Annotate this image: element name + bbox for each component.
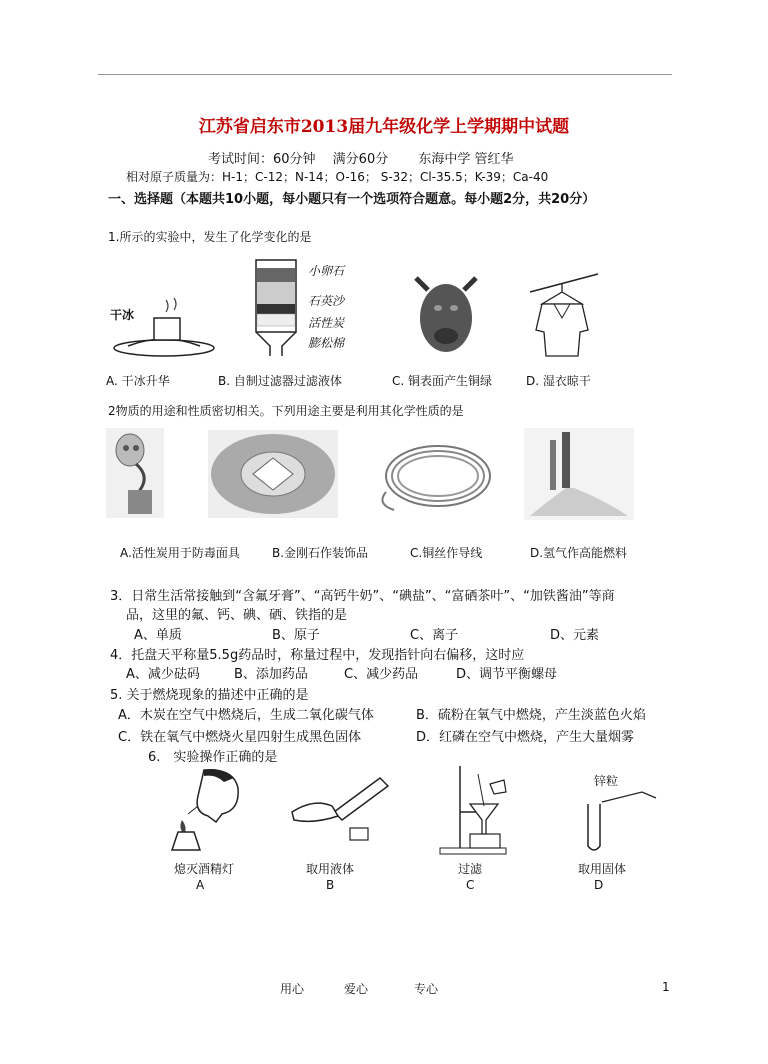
q4-option-d: D、调节平衡螺母 <box>456 667 558 682</box>
q2-diamond-figure <box>208 430 338 518</box>
q5-option-b: B．硫粉在氧气中燃烧，产生淡蓝色火焰 <box>416 708 646 723</box>
q5-stem: 5. 关于燃烧现象的描述中正确的是 <box>110 688 309 703</box>
q1-cotton-label: 膨松棉 <box>308 336 345 350</box>
q3-option-d: D、元素 <box>550 628 600 643</box>
header-rule <box>98 74 672 75</box>
q1-pebble-label: 小卵石 <box>308 264 345 278</box>
atomic-mass: 相对原子质量为：H-1；C-12；N-14；O-16； S-32；Cl-35.5；K-39；Ca-40 <box>126 170 549 184</box>
q2-gas-mask-figure <box>106 428 164 518</box>
q3-option-c: C、离子 <box>410 628 459 643</box>
q1-sand-label: 石英沙 <box>308 294 345 308</box>
q1-option-b: B. 自制过滤器过滤液体 <box>218 374 342 388</box>
footer-right: 专心 <box>414 982 439 996</box>
section-heading: 一、选择题（本题共10小题，每小题只有一个选项符合题意。每小题2分，共20分） <box>108 192 596 207</box>
q1-dry-ice-label: 干冰 <box>110 308 135 322</box>
q5-option-d: D．红磷在空气中燃烧，产生大量烟雾 <box>416 730 635 745</box>
q6-filtration-figure <box>436 764 512 856</box>
q4-stem: 4．托盘天平称量5.5g药品时，称量过程中，发现指针向右偏移，这时应 <box>110 648 525 663</box>
footer-left: 用心 <box>280 982 305 996</box>
q6-letter-d: D <box>594 878 604 892</box>
page-number: 1 <box>662 980 670 994</box>
q1-option-c: C. 铜表面产生铜绿 <box>392 374 493 388</box>
q1-filter-figure <box>250 256 306 358</box>
q1-option-d: D. 湿衣晾干 <box>526 374 591 388</box>
exam-info: 考试时间：60分钟 满分60分 东海中学 管红华 <box>208 152 514 167</box>
q1-dry-ice-figure <box>102 290 216 360</box>
q4-option-a: A、减少砝码 <box>126 667 200 682</box>
q4-option-c: C、减少药品 <box>344 667 419 682</box>
q3-option-b: B、原子 <box>272 628 320 643</box>
q6-zinc-label: 锌粒 <box>594 774 619 788</box>
q1-carbon-label: 活性炭 <box>308 316 345 330</box>
q3-stem: 3．日常生活常接触到“含氟牙膏”、“高钙牛奶”、“碘盐”、“富硒茶叶”、“加铁酱油”等商 <box>110 589 615 604</box>
q3-stem-continued: 品，这里的氟、钙、碘、硒、铁指的是 <box>126 608 348 623</box>
q2-option-a: A.活性炭用于防毒面具 <box>120 546 240 560</box>
q6-pour-liquid-figure <box>284 772 394 844</box>
q6-blow-lamp-figure <box>164 766 244 856</box>
q2-option-d: D.氢气作高能燃料 <box>530 546 628 560</box>
q5-option-c: C．铁在氧气中燃烧火星四射生成黑色固体 <box>118 730 362 745</box>
q1-bronze-head-figure <box>408 268 484 356</box>
q2-stem: 2物质的用途和性质密切相关。下列用途主要是利用其化学性质的是 <box>108 404 464 418</box>
q2-option-c: C.铜丝作导线 <box>410 546 483 560</box>
q6-solid-sample-figure <box>572 780 662 852</box>
q2-copper-wire-figure <box>376 432 506 518</box>
q6-letter-b: B <box>326 878 335 892</box>
q1-stem: 1.所示的实验中，发生了化学变化的是 <box>108 230 312 244</box>
q6-caption-d: 取用固体 <box>578 862 627 876</box>
q6-stem: 6. 实验操作正确的是 <box>148 750 278 765</box>
q6-caption-c: 过滤 <box>458 862 483 876</box>
q2-rocket-figure <box>524 428 634 520</box>
q4-option-b: B、添加药品 <box>234 667 308 682</box>
q3-option-a: A、单质 <box>134 628 182 643</box>
page-title: 江苏省启东市2013届九年级化学上学期期中试题 <box>198 117 570 137</box>
q6-caption-a: 熄灭酒精灯 <box>174 862 235 876</box>
q6-letter-a: A <box>196 878 205 892</box>
footer-mid: 爱心 <box>344 982 369 996</box>
q1-option-a: A. 干冰升华 <box>106 374 170 388</box>
q1-wet-clothes-figure <box>528 270 600 362</box>
q5-option-a: A．木炭在空气中燃烧后，生成二氧化碳气体 <box>118 708 374 723</box>
q6-caption-b: 取用液体 <box>306 862 355 876</box>
q2-option-b: B.金刚石作装饰品 <box>272 546 369 560</box>
q6-letter-c: C <box>466 878 475 892</box>
